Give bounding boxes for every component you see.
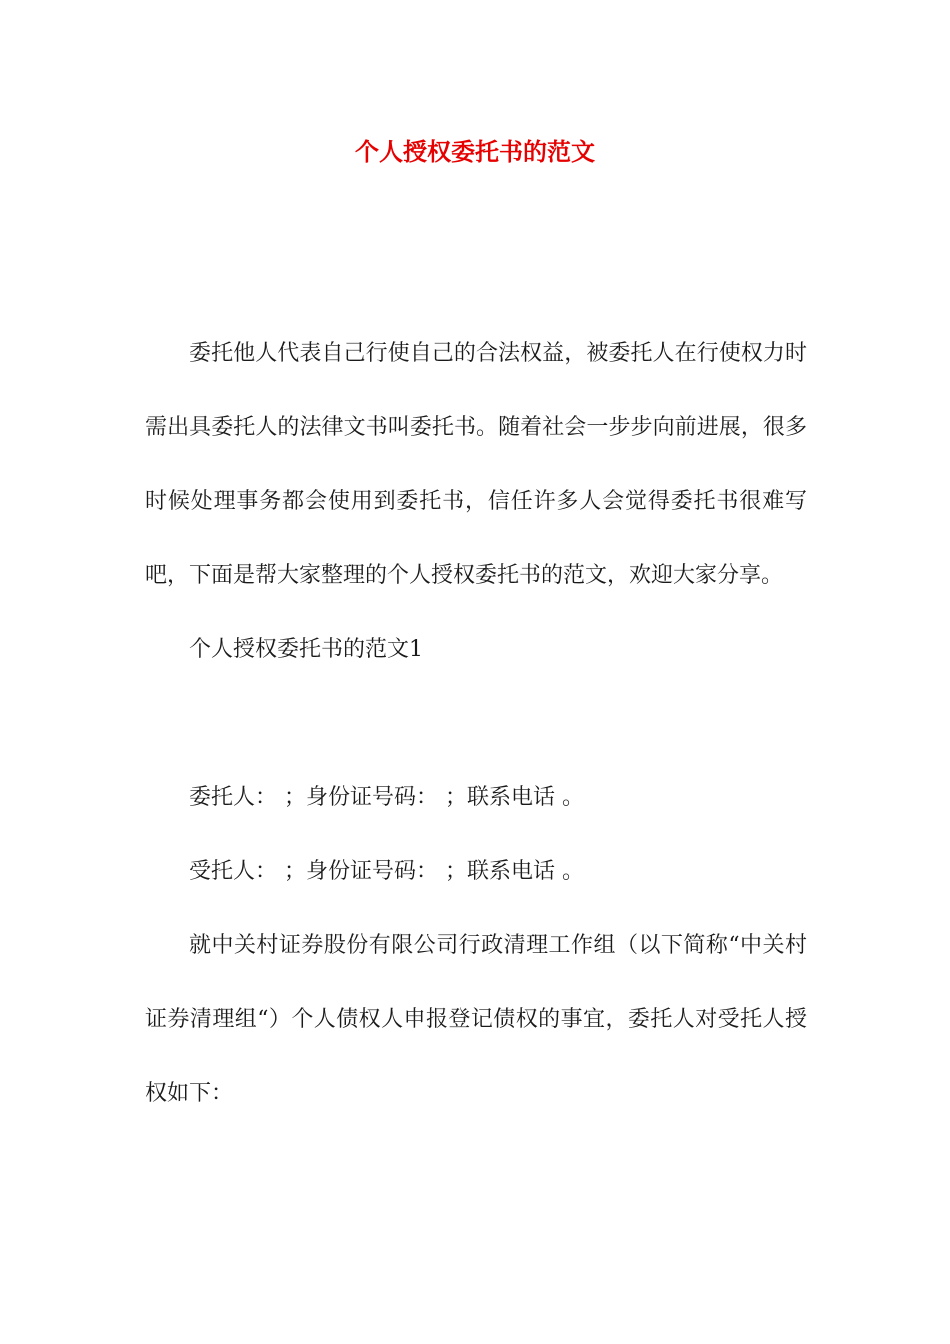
document-title: 个人授权委托书的范文 xyxy=(355,137,595,166)
document-body xyxy=(145,317,807,1131)
blank-line xyxy=(145,687,807,761)
principal-info-line: 委托人： ；身份证号码： ；联系电话 。 xyxy=(189,785,584,810)
matter-paragraph: 就中关村证券股份有限公司行政清理工作组（以下简称“中关村证券清理组“）个人债权人申报登记债权的事宜，委托人对受托人授权如下： xyxy=(145,933,807,1106)
section-heading: 个人授权委托书的范文1 xyxy=(189,637,423,662)
agent-info-line: 受托人： ；身份证号码： ；联系电话 。 xyxy=(189,859,584,884)
intro-paragraph: 委托他人代表自己行使自己的合法权益，被委托人在行使权力时需出具委托人的法律文书叫委托书。随着社会一步步向前进展，很多时候处理事务都会使用到委托书，信任许多人会觉得委托书很难写吧，下面是帮大家整理的个人授权委托书的范文，欢迎大家分享。 xyxy=(145,341,807,588)
